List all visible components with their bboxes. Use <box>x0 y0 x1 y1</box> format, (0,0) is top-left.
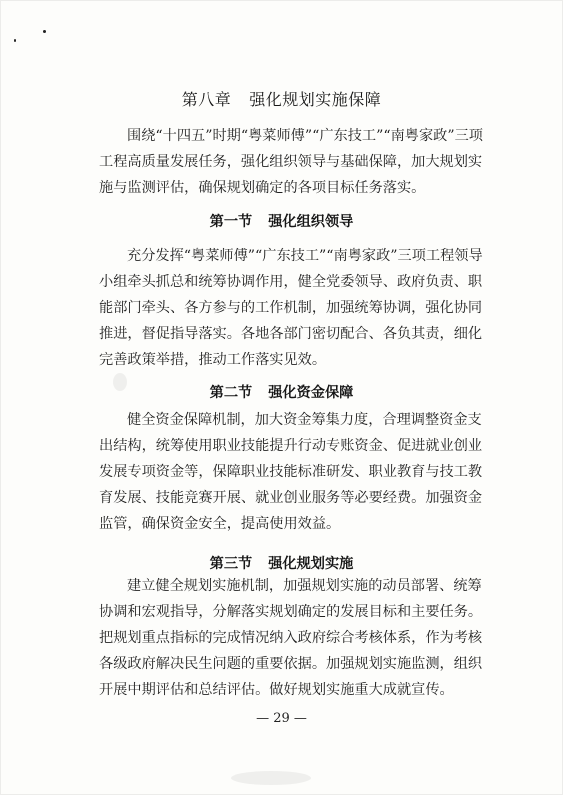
paragraph-line: 能部门牵头、各方参与的工作机制，加强统筹协调，强化协同 <box>99 300 483 316</box>
paragraph-line: 围绕“十四五”时期“粤菜师傅”“广东技工”“南粤家政”三项 <box>127 128 483 144</box>
paragraph-line: 各级政府解决民生问题的重要依据。加强规划实施监测，组织 <box>99 656 483 672</box>
section-paragraph <box>99 243 483 373</box>
section-heading <box>1 553 562 573</box>
section-number: 第一节 <box>209 214 253 230</box>
paragraph-line: 健全资金保障机制，加大资金筹集力度，合理调整资金支 <box>127 412 482 428</box>
paragraph-line: 育发展、技能竞赛开展、就业创业服务等必要经费。加强资金 <box>99 490 483 506</box>
scan-smudge <box>231 771 311 785</box>
section-title: 强化组织领导 <box>268 214 354 230</box>
paragraph-line: 开展中期评估和总结评估。做好规划实施重大成就宣传。 <box>99 682 454 698</box>
section-paragraph <box>99 573 483 703</box>
scan-speck <box>43 30 46 33</box>
paragraph-line: 协调和宏观指导，分解落实规划确定的发展目标和主要任务。 <box>99 604 483 620</box>
paragraph-line: 监管，确保资金安全，提高使用效益。 <box>99 516 341 532</box>
chapter-number: 第八章 <box>181 90 232 109</box>
chapter-heading <box>1 87 562 110</box>
section-paragraph <box>99 407 483 537</box>
paragraph-line: 工程高质量发展任务，强化组织领导与基础保障，加大规划实 <box>99 154 483 170</box>
section-title: 强化规划实施 <box>268 556 354 572</box>
paragraph-line: 小组牵头抓总和统筹协调作用，健全党委领导、政府负责、职 <box>99 274 483 290</box>
paragraph-line: 完善政策举措，推动工作落实见效。 <box>99 352 327 368</box>
paragraph-line: 推进，督促指导落实。各地各部门密切配合、各负其责，细化 <box>99 326 483 342</box>
paragraph-line: 发展专项资金等，保障职业技能标准研发、职业教育与技工教 <box>99 464 483 480</box>
section-title: 强化资金保障 <box>268 385 354 401</box>
page-number: — 29 — <box>256 711 307 726</box>
scan-speck <box>14 39 16 42</box>
intro-paragraph <box>99 123 483 201</box>
section-number: 第三节 <box>209 556 253 572</box>
paragraph-line: 充分发挥“粤菜师傅”“广东技工”“南粤家政”三项工程领导 <box>127 248 483 264</box>
section-number: 第二节 <box>209 385 253 401</box>
paragraph-line: 建立健全规划实施机制，加强规划实施的动员部署、统筹 <box>127 578 482 594</box>
section-heading <box>1 211 562 231</box>
section-heading <box>1 382 562 402</box>
chapter-title: 强化规划实施保障 <box>249 90 382 109</box>
paragraph-line: 施与监测评估，确保规划确定的各项目标任务落实。 <box>99 180 426 196</box>
paragraph-line: 出结构，统筹使用职业技能提升行动专账资金、促进就业创业 <box>99 438 483 454</box>
paragraph-line: 把规划重点指标的完成情况纳入政府综合考核体系，作为考核 <box>99 630 483 646</box>
